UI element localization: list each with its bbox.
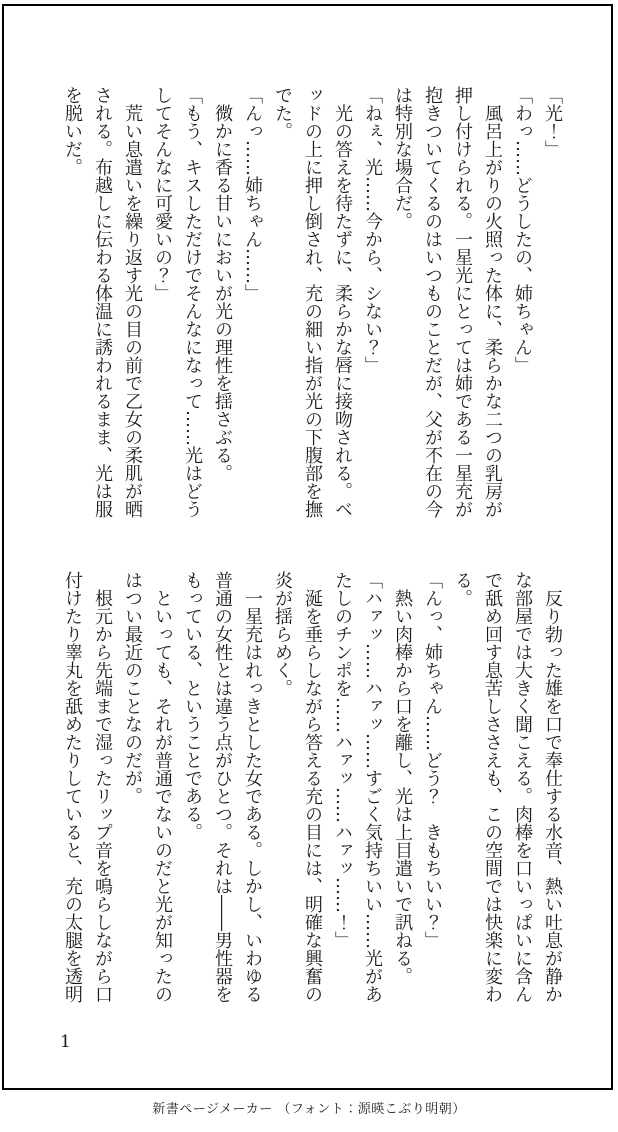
text-line: 「わっ……どうしたの、姉ちゃん」 — [512, 86, 533, 374]
text-line: 「ハァッ……ハァッ……すごく気持ちいい……光があ — [362, 571, 383, 1003]
text-line: 「んっ、姉ちゃん……どう？ きもちいい？」 — [422, 571, 443, 949]
text-line: といっても、それが普通でないのだと光が知ったの — [152, 571, 173, 1003]
text-line: で舐め回す息苦しささえも、この空間では快楽に変わ — [482, 571, 503, 1003]
text-line: してそんなに可愛いの？」 — [152, 86, 173, 302]
text-line: 「光！」 — [542, 86, 563, 158]
text-line: 「もう、キスしただけでそんなになって……光はどう — [182, 86, 203, 518]
footer-caption: 新書ページメーカー （フォント：源暎こぶり明朝） — [152, 1102, 466, 1117]
text-line: る。 — [452, 571, 473, 607]
text-line: 光の答えを待たずに、柔らかな唇に接吻される。ベ — [332, 86, 353, 518]
text-line: 反り勃った雄を口で奉仕する水音、熱い吐息が静か — [542, 571, 563, 1003]
upper-text-band — [57, 86, 567, 520]
text-line: もっている、ということである。 — [182, 571, 203, 841]
text-line: は特別な場合だ。 — [392, 86, 413, 230]
text-line: 押し付けられる。一星光にとっては姉である一星充が — [452, 86, 473, 518]
text-line: でた。 — [272, 86, 293, 140]
text-line: 風呂上がりの火照った体に、柔らかな二つの乳房が — [482, 86, 503, 518]
text-line: される。布越しに伝わる体温に誘われるまま、光は服 — [92, 86, 113, 518]
text-line: 抱きついてくるのはいつものことだが、父が不在の今 — [422, 86, 443, 518]
text-line: たしのチンポを……ハァッ……ハァッ……！」 — [332, 571, 353, 949]
text-line: 付けたり睾丸を舐めたりしていると、充の太腿を透明 — [62, 571, 83, 1003]
text-line: 荒い息遣いを繰り返す光の目の前で乙女の柔肌が晒 — [122, 86, 143, 518]
text-line: 「んっ……姉ちゃん……」 — [242, 86, 263, 302]
text-line: な部屋では大きく聞こえる。肉棒を口いっぱいに含ん — [512, 571, 533, 1003]
text-line: 涎を垂らしながら答える充の目には、明確な興奮の — [302, 571, 323, 1003]
lower-text-band — [57, 571, 567, 1005]
text-line: 普通の女性とは違う点がひとつ。それは――男性器を — [212, 571, 233, 1003]
text-line: 「ねぇ、光……今から、シない？」 — [362, 86, 383, 374]
text-line: 一星充はれっきとした女である。しかし、いわゆる — [242, 571, 263, 1003]
text-line: はつい最近のことなのだが。 — [122, 571, 143, 805]
text-line: 炎が揺らめく。 — [272, 571, 293, 697]
text-line: 根元から先端まで湿ったリップ音を鳴らしながら口 — [92, 571, 113, 1003]
text-line: 熱い肉棒から口を離し、光は上目遣いで訊ねる。 — [392, 571, 413, 985]
text-line: ッドの上に押し倒され、充の細い指が光の下腹部を撫 — [302, 86, 323, 518]
text-line: 微かに香る甘いにおいが光の理性を揺さぶる。 — [212, 86, 233, 482]
page-number: 1 — [60, 1032, 71, 1052]
text-line: を脱いだ。 — [62, 86, 83, 176]
page-frame — [2, 4, 613, 1090]
